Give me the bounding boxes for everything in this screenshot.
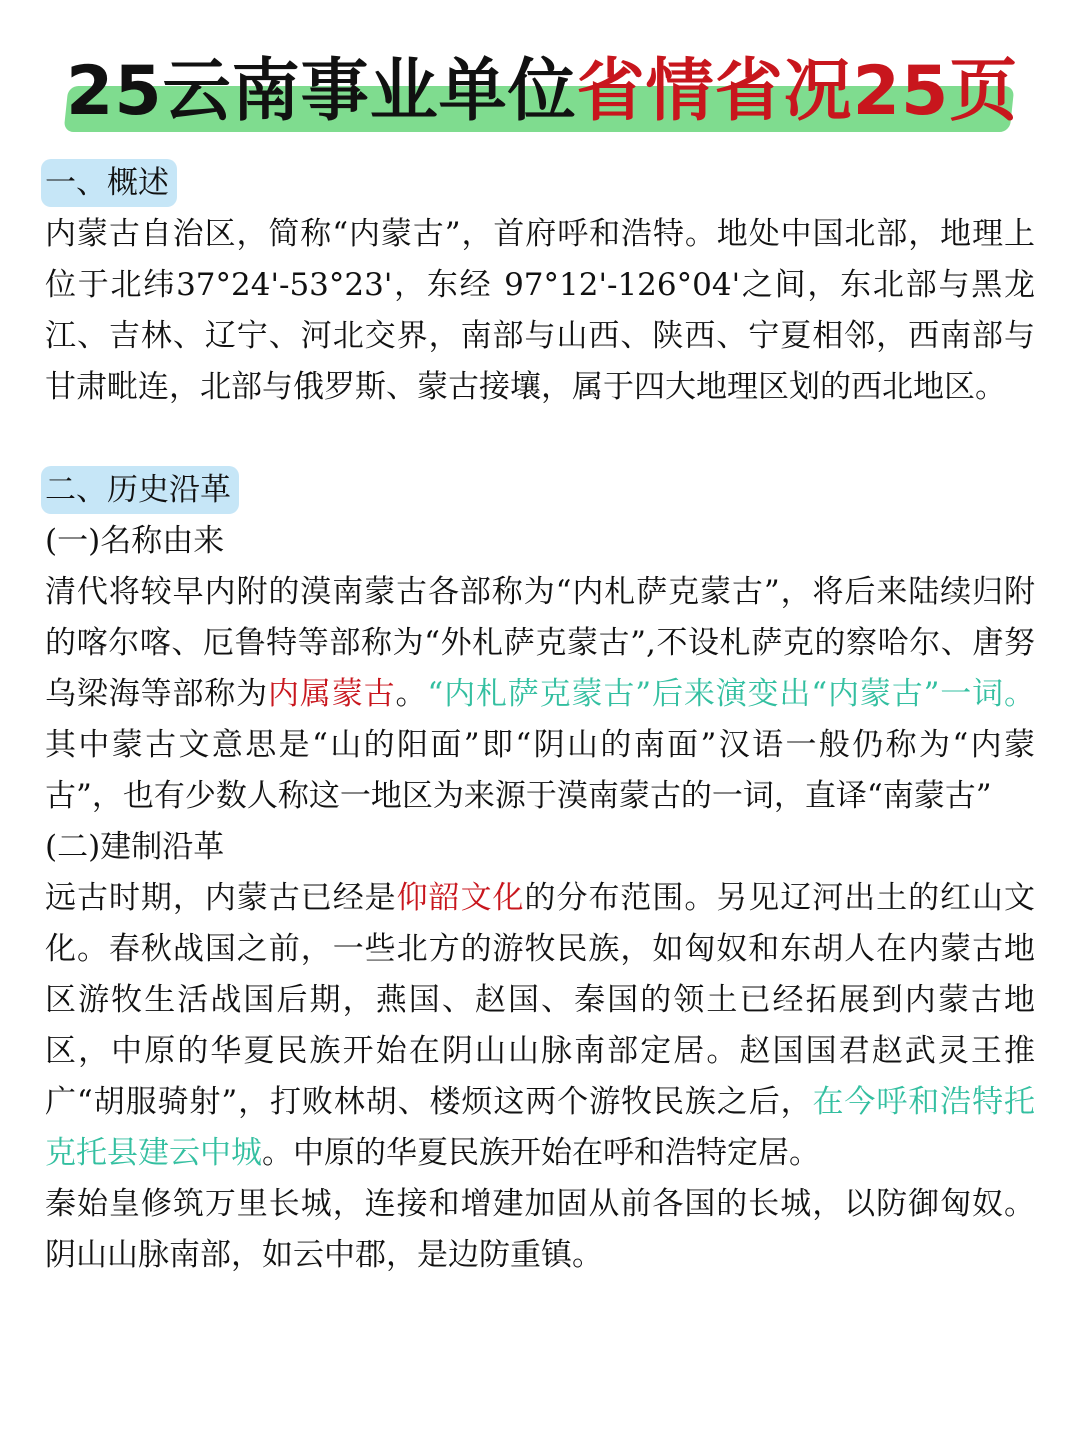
title-red: 省情省况25页: [576, 52, 1019, 131]
establishment-text-a: 远古时期，内蒙古已经是: [45, 880, 397, 916]
establishment-text-b: 的分布范围。另见辽河出土的红山文化。春秋战国之前，一些北方的游牧民族，如匈奴和东胡人在内蒙古地区游牧生活战国后期，燕国、赵国、秦国的领土已经拓展到内蒙古地区，中原的华夏民族开始在阴山山脉南部定居。赵国国君赵武灵王推广“胡服骑射”，打败林胡、楼烦这两个游牧民族之后，: [45, 880, 1036, 1120]
article-body: [45, 158, 1035, 1281]
highlight-red-yangshao: 仰韶文化: [396, 880, 525, 916]
name-origin-paragraph: [45, 567, 1035, 822]
highlight-red-inner-mongolia: 内属蒙古: [268, 676, 396, 712]
title-black: 25云南事业单位: [66, 52, 577, 131]
page-title: [66, 48, 1019, 136]
title-banner: [66, 48, 1019, 138]
highlight-teal-yunzhong: 在今呼和浩特托克托县建云中城: [45, 1084, 1035, 1171]
establishment-text-c: 。中原的华夏民族开始在呼和浩特定居。: [262, 1135, 820, 1171]
highlight-teal-term-origin: “内札萨克蒙古”后来演变出“内蒙古”一词。: [427, 676, 1036, 712]
establishment-paragraph: [45, 873, 1035, 1179]
section-heading-overview: 一、概述: [41, 159, 177, 207]
overview-paragraph: 内蒙古自治区，简称“内蒙古”，首府呼和浩特。地处中国北部，地理上位于北纬37°24'-53°23'，东经 97°12'-126°04'之间，东北部与黑龙江、吉林、辽宁、河北交界，南部与山西、陕西、宁夏相邻，西南部与甘肃毗连，北部与俄罗斯、蒙古接壤，属于四大地理区划的西北地区。: [45, 216, 1035, 405]
section-gap: [45, 413, 1035, 465]
subheading-establishment: (二)建制沿革: [45, 829, 225, 865]
name-origin-text-b: 。: [395, 676, 428, 712]
section-heading-history: 二、历史沿革: [41, 466, 239, 514]
great-wall-paragraph: 秦始皇修筑万里长城，连接和增建加固从前各国的长城，以防御匈奴。阴山山脉南部，如云中郡，是边防重镇。: [45, 1186, 1035, 1273]
name-origin-text-c: 其中蒙古文意思是“山的阳面”即“阴山的南面”汉语一般仍称为“内蒙古”，也有少数人称这一地区为来源于漠南蒙古的一词，直译“南蒙古”: [45, 727, 1035, 814]
subheading-name-origin: (一)名称由来: [45, 523, 225, 559]
name-origin-text-a: 清代将较早内附的漠南蒙古各部称为“内札萨克蒙古”，将后来陆续归附的喀尔喀、厄鲁特等部称为“外札萨克蒙古”,不设札萨克的察哈尔、唐努乌梁海等部称为: [45, 574, 1035, 712]
